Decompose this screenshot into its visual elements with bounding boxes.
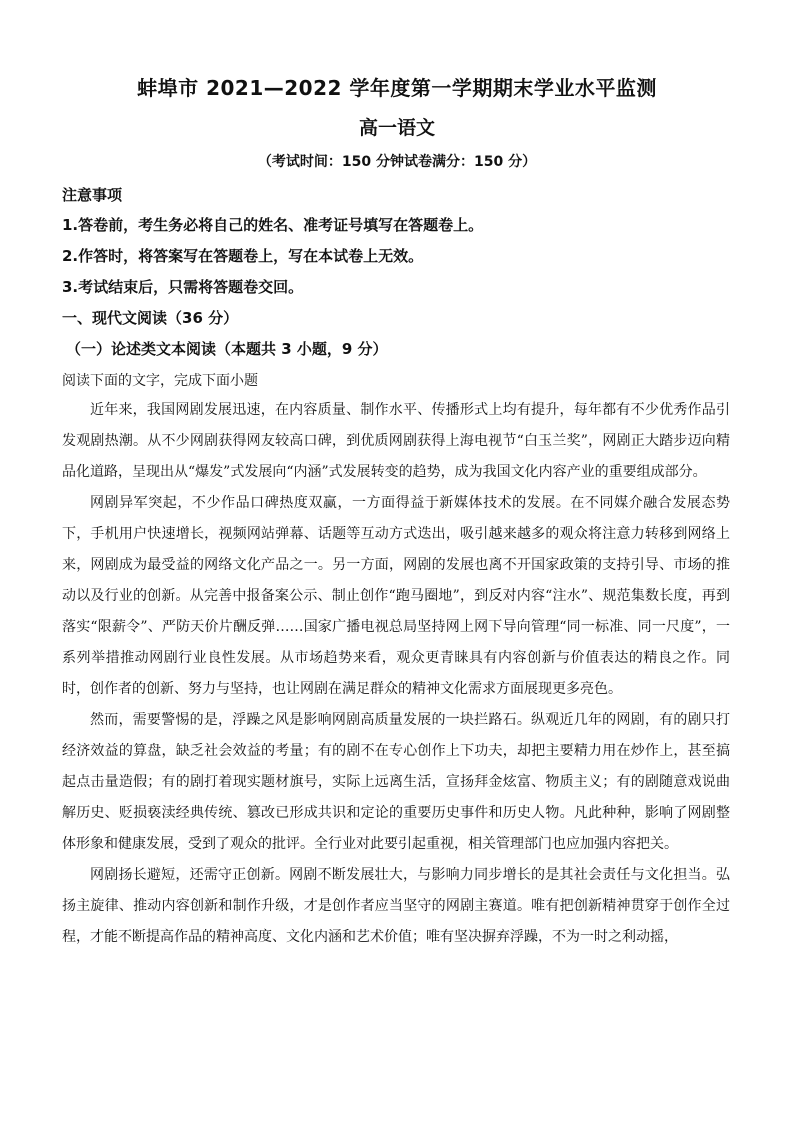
- note-item: 3.考试结束后，只需将答题卷交回。: [62, 278, 304, 296]
- exam-title: 蚌埠市 2021—2022 学年度第一学期期末学业水平监测: [137, 76, 657, 100]
- passage-paragraph: 网剧扬长避短，还需守正创新。网剧不断发展壮大，与影响力同步增长的是其社会责任与文化担当。弘扬主旋律、推动内容创新和制作升级，才是创作者应当坚守的网剧主赛道。唯有把创新精神贯穿于创作全过程，才能不断提高作品的精神高度、文化内涵和艺术价值；唯有坚决摒弃浮躁，不为一时之利动摇，: [62, 867, 730, 945]
- reading-passage: [62, 395, 730, 953]
- reading-instruction: 阅读下面的文字，完成下面小题: [62, 373, 258, 389]
- exam-subject: 高一语文: [358, 117, 435, 139]
- section-heading: 一、现代文阅读（36 分）: [62, 309, 239, 327]
- note-item: 2.作答时，将答案写在答题卷上，写在本试卷上无效。: [62, 247, 424, 265]
- note-item: 1.答卷前，考生务必将自己的姓名、准考证号填写在答题卷上。: [62, 216, 484, 234]
- passage-paragraph: 然而，需要警惕的是，浮躁之风是影响网剧高质量发展的一块拦路石。纵观近几年的网剧，有的剧只打经济效益的算盘，缺乏社会效益的考量；有的剧不在专心创作上下功夫，却把主要精力用在炒作上，甚至搞起点击量造假；有的剧打着现实题材旗号，实际上远离生活，宣扬拜金炫富、物质主义；有的剧随意戏说曲解历史、贬损亵渎经典传统、篡改已形成共识和定论的重要历史事件和历史人物。凡此种种，影响了网剧整体形象和健康发展，受到了观众的批评。全行业对此要引起重视，相关管理部门也应加强内容把关。: [62, 712, 730, 852]
- passage-paragraph: 网剧异军突起，不少作品口碑热度双赢，一方面得益于新媒体技术的发展。在不同媒介融合发展态势下，手机用户快速增长，视频网站弹幕、话题等互动方式迭出，吸引越来越多的观众将注意力转移到网络上来，网剧成为最受益的网络文化产品之一。另一方面，网剧的发展也离不开国家政策的支持引导、市场的推动以及行业的创新。从完善中报备案公示、制止创作“跑马圈地”，到反对内容“注水”、规范集数长度，再到落实“限薪令”、严防天价片酬反弹……国家广播电视总局坚持网上网下导向管理“同一标准、同一尺度”，一系列举措推动网剧行业良性发展。从市场趋势来看，观众更青睐具有内容创新与价值表达的精良之作。同时，创作者的创新、努力与坚持，也让网剧在满足群众的精神文化需求方面展现更多亮色。: [62, 495, 730, 697]
- subsection-heading: （一）论述类文本阅读（本题共 3 小题，9 分）: [66, 340, 388, 358]
- exam-info: （考试时间：150 分钟试卷满分：150 分）: [257, 154, 537, 170]
- passage-paragraph: 近年来，我国网剧发展迅速，在内容质量、制作水平、传播形式上均有提升，每年都有不少优秀作品引发观剧热潮。从不少网剧获得网友较高口碑，到优质网剧获得上海电视节“白玉兰奖”，网剧正大踏步迈向精品化道路，呈现出从“爆发”式发展向“内涵”式发展转变的趋势，成为我国文化内容产业的重要组成部分。: [62, 402, 730, 480]
- notes-heading: 注意事项: [62, 186, 123, 204]
